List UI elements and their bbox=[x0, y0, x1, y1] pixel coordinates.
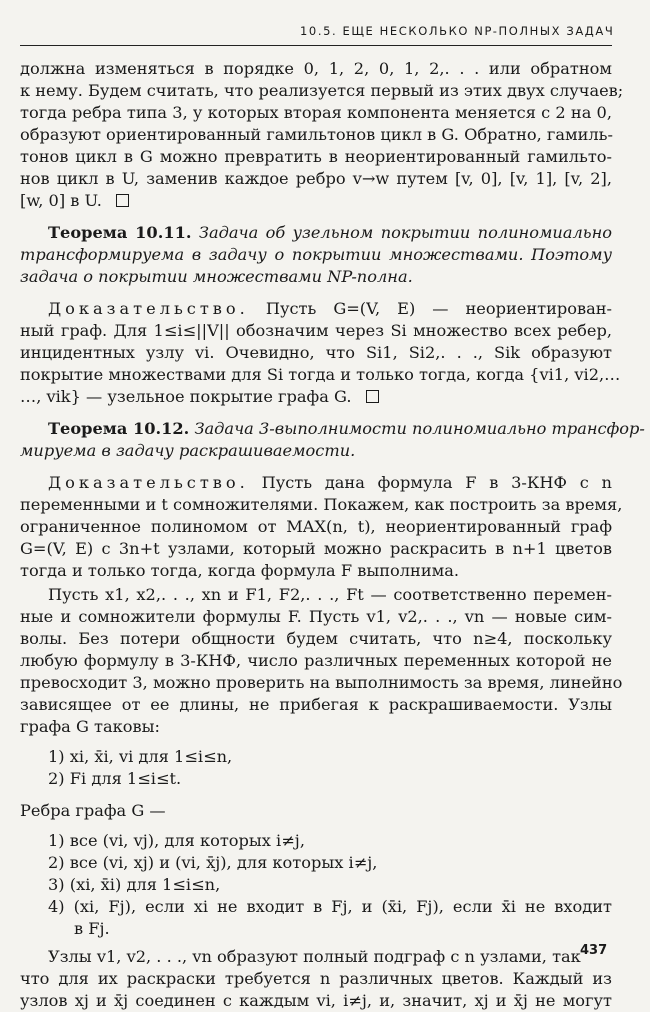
text-line: покрытие множествами для Si тогда и только тогда, когда {vi1, vi2,… bbox=[20, 365, 621, 384]
list-item: 3) (xi, x̄i) для 1≤i≤n, bbox=[48, 875, 221, 894]
text-line-last bbox=[20, 190, 612, 212]
text-line: превосходит 3, можно проверить на выполнимость за время, линейно bbox=[20, 673, 623, 692]
text-line: тогда ребра типа 3, у которых вторая компонента меняется с 2 на 0, bbox=[20, 103, 612, 122]
page-number: 437 bbox=[580, 943, 608, 958]
text-fragment: Пусть G=(V, E) — неориентирован- bbox=[265, 299, 612, 318]
theorem-text: задача о покрытии множествами NP-полна. bbox=[20, 267, 413, 286]
text-line: что для их раскраски требуется n различных цветов. Каждый из bbox=[20, 969, 612, 988]
running-header: 10.5. ЕЩЕ НЕСКОЛЬКО NP-ПОЛНЫХ ЗАДАЧ bbox=[300, 24, 615, 38]
theorem-text: Задача об узельном покрытии полиномиально bbox=[198, 223, 612, 242]
text-line: должна изменяться в порядке 0, 1, 2, 0, 1, 2,. . . или обратном bbox=[20, 59, 612, 78]
section-intro: Ребра графа G — bbox=[20, 801, 166, 820]
text-line: Узлы v1, v2, . . ., vn образуют полный подграф с n узлами, так bbox=[48, 947, 581, 966]
text-line-last bbox=[20, 386, 612, 408]
text-fragment: Пусть дана формула F в 3-КНФ с n bbox=[261, 473, 612, 492]
theorem-text: мируема в задачу раскрашиваемости. bbox=[20, 441, 356, 460]
theorem-label: Теорема 10.12. bbox=[48, 419, 190, 438]
list-item: 4) (xi, Fj), если xi не входит в Fj, и (x̄i, Fj), если x̄i не входит bbox=[48, 897, 612, 916]
theorem-label: Теорема 10.11. bbox=[48, 223, 192, 242]
text-line: образуют ориентированный гамильтонов цикл в G. Обратно, гамиль- bbox=[20, 125, 613, 144]
text-line: инцидентных узлу vi. Очевидно, что Si1, Si2,. . ., Sik образуют bbox=[20, 343, 612, 362]
text-line: G=(V, E) с 3n+t узлами, который можно раскрасить в n+1 цветов bbox=[20, 539, 612, 558]
text-line: волы. Без потери общности будем считать, что n≥4, поскольку bbox=[20, 629, 612, 648]
theorem-10-11-line bbox=[48, 222, 612, 244]
list-item: 1) xi, x̄i, vi для 1≤i≤n, bbox=[48, 747, 233, 766]
list-item: 1) все (vi, vj), для которых i≠j, bbox=[48, 831, 305, 850]
theorem-10-12-line bbox=[48, 418, 645, 440]
text-line: к нему. Будем считать, что реализуется первый из этих двух случаев; bbox=[20, 81, 624, 100]
text-line: тонов цикл в G можно превратить в неориентированный гамильто- bbox=[20, 147, 612, 166]
text-line: ограниченное полиномом от MAX(n, t), неориентированный граф bbox=[20, 517, 612, 536]
list-item-continuation: в Fj. bbox=[74, 919, 110, 938]
proof-line bbox=[48, 298, 612, 320]
proof-line bbox=[48, 472, 612, 494]
theorem-text: Задача 3-выполнимости полиномиально трансфор- bbox=[194, 419, 645, 438]
text-line: любую формулу в 3-КНФ, число различных переменных которой не bbox=[20, 651, 612, 670]
text-line: зависящее от ее длины, не прибегая к раскрашиваемости. Узлы bbox=[20, 695, 612, 714]
header-rule bbox=[20, 45, 612, 46]
text-fragment: …, vik} — узельное покрытие графа G. bbox=[20, 387, 352, 406]
proof-label: Доказательство. bbox=[48, 473, 249, 492]
proof-label: Доказательство. bbox=[48, 299, 249, 318]
qed-square-icon bbox=[366, 390, 379, 403]
theorem-text: трансформируема в задачу о покрытии множествами. Поэтому bbox=[20, 245, 612, 264]
text-line: ные и сомножители формулы F. Пусть v1, v2,. . ., vn — новые сим- bbox=[20, 607, 612, 626]
text-line: Пусть x1, x2,. . ., xn и F1, F2,. . ., Ft — соответственно перемен- bbox=[48, 585, 612, 604]
qed-square-icon bbox=[116, 194, 129, 207]
text-line: нов цикл в U, заменив каждое ребро v→w путем [v, 0], [v, 1], [v, 2], bbox=[20, 169, 612, 188]
text-line: ный граф. Для 1≤i≤||V|| обозначим через Si множество всех ребер, bbox=[20, 321, 612, 340]
list-item: 2) Fi для 1≤i≤t. bbox=[48, 769, 182, 788]
text-fragment: [w, 0] в U. bbox=[20, 191, 102, 210]
text-line: тогда и только тогда, когда формула F выполнима. bbox=[20, 561, 460, 580]
text-line: переменными и t сомножителями. Покажем, как построить за время, bbox=[20, 495, 623, 514]
text-line: узлов xj и x̄j соединен с каждым vi, i≠j, и, значит, xj и x̄j не могут bbox=[20, 991, 612, 1010]
text-line: графа G таковы: bbox=[20, 717, 160, 736]
list-item: 2) все (vi, xj) и (vi, x̄j), для которых i≠j, bbox=[48, 853, 378, 872]
